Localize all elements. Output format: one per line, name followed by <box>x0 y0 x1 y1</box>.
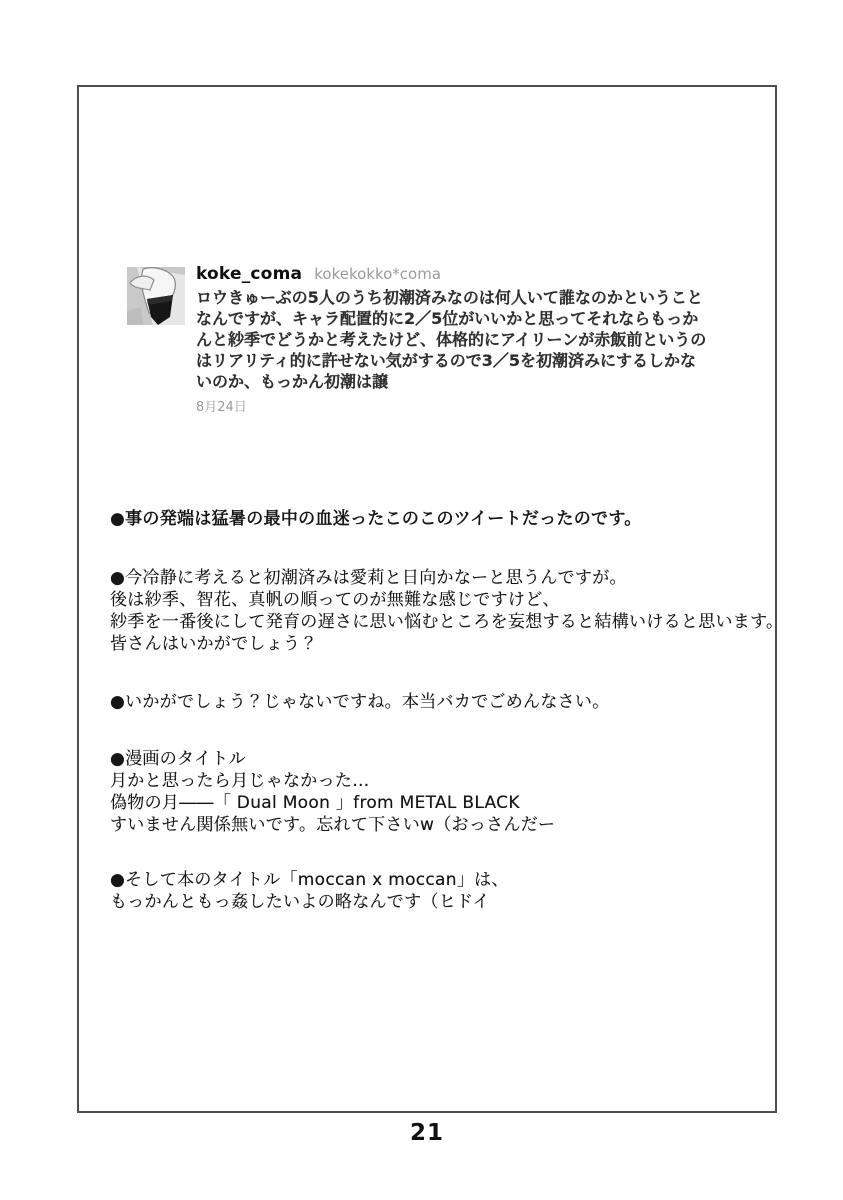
paragraph-line: 紗季を一番後にして発育の遅さに思い悩むところを妄想すると結構いけると思います。 <box>110 612 784 632</box>
paragraph-line: ●漫画のタイトル <box>110 749 246 769</box>
avatar-image <box>127 267 185 325</box>
afterword-paragraph-3 <box>110 691 780 713</box>
paragraph-line: もっかんともっ姦したいよの略なんです（ヒドイ <box>110 892 490 912</box>
tweet-text-line: はリアリティ的に許せない気がするので3／5を初潮済みにするしかな <box>196 351 697 370</box>
tweet-text-line: んと紗季でどうかと考えたけど、体格的にアイリーンが赤飯前というの <box>196 330 707 349</box>
tweet-text-line: いのか、もっかん初潮は譲 <box>196 372 389 391</box>
paragraph-line: 月かと思ったら月じゃなかった… <box>110 771 370 791</box>
afterword-paragraph-1 <box>110 508 780 530</box>
paragraph-line: 偽物の月――「 Dual Moon 」from METAL BLACK <box>110 793 520 813</box>
tweet-handle: kokekokko*coma <box>314 265 442 283</box>
paragraph-line: ●そして本のタイトル「moccan x moccan」は、 <box>110 870 509 890</box>
tweet-username: koke_coma <box>196 264 303 284</box>
paragraph-line: 後は紗季、智花、真帆の順ってのが無難な感じですけど、 <box>110 590 560 610</box>
paragraph-line: すいません関係無いです。忘れて下さいw（おっさんだー <box>110 815 556 835</box>
tweet-screenshot <box>127 263 707 415</box>
paragraph-line: ●いかがでしょう？じゃないですね。本当バカでごめんなさい。 <box>110 692 610 712</box>
tweet-date: 8月24日 <box>196 400 247 415</box>
avatar <box>127 267 185 325</box>
tweet-content <box>196 263 707 415</box>
tweet-text-line: ロウきゅーぶの5人のうち初潮済みなのは何人いて誰なのかということ <box>196 288 703 307</box>
paragraph-line: ●事の発端は猛暑の最中の血迷ったこのこのツイートだったのです。 <box>110 509 642 529</box>
afterword-paragraph-2 <box>110 567 784 655</box>
paragraph-line: ●今冷静に考えると初潮済みは愛莉と日向かなーと思うんですが。 <box>110 568 627 588</box>
tweet-text-line: なんですが、キャラ配置的に2／5位がいいかと思ってそれならもっか <box>196 309 699 328</box>
tweet-header <box>196 263 707 285</box>
page-number: 21 <box>409 1120 444 1146</box>
paragraph-line: 皆さんはいかがでしょう？ <box>110 634 318 654</box>
afterword-paragraph-4 <box>110 748 780 836</box>
tweet-text <box>196 287 707 392</box>
afterword-paragraph-5 <box>110 869 780 913</box>
